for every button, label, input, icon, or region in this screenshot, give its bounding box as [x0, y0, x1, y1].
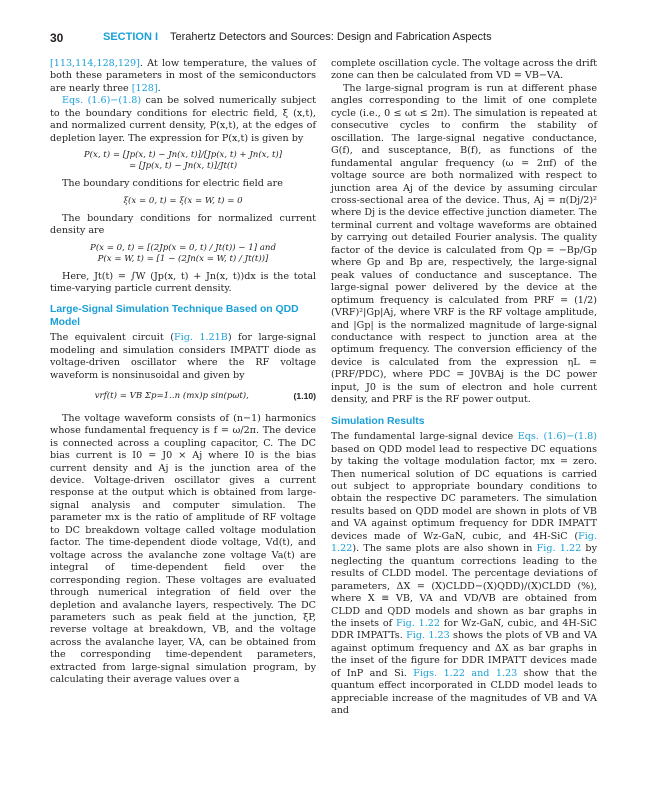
equation-link[interactable]: Eqs. (1.6)−(1.8): [62, 95, 142, 107]
chapter-title: Terahertz Detectors and Sources: Design and Fabrication Aspects: [170, 31, 492, 43]
section-label: SECTION I: [103, 31, 159, 43]
paragraph: Here, Jt(t) = ∫W (Jp(x, t) + Jn(x, t))dx is the total time-varying particle current density.: [50, 270, 316, 294]
citation-link[interactable]: [128]: [131, 82, 158, 94]
equation-number: (1.10): [293, 391, 316, 402]
equation-rf-voltage: vrf(t) = VB Σp=1..n (mx)p sin(pωt), (1.10): [94, 391, 316, 402]
paragraph: The boundary conditions for electric field are: [62, 178, 283, 190]
running-header: [0, 28, 648, 48]
section-heading: Large-Signal Simulation Technique Based on QDD Model: [50, 304, 299, 328]
paragraph: [113,114,128,129]. At low temperature, the values of both these parameters in most of the semiconductors are nearly three [128].: [50, 58, 316, 94]
figure-link[interactable]: Fig. 1.21B: [173, 332, 228, 344]
equation-current-boundary: P(x = 0, t) = [(2Jp(x = 0, t) / Jt(t)) − 1] and P(x = W, t) = [1 − (2Jn(x = W, t) / Jt(t))]: [90, 242, 276, 264]
equation-field-boundary: ξ(x = 0, t) = ξ(x = W, t) = 0: [123, 195, 243, 206]
section-heading: Simulation Results: [331, 415, 425, 427]
page-number: 30: [50, 31, 64, 45]
right-column: [331, 58, 597, 718]
citation-link[interactable]: [113,114,128,129]: [50, 58, 140, 69]
paragraph: The equivalent circuit (Fig. 1.21B) for large-signal modeling and simulation considers IMPATT diode as voltage-driven oscillator where the RF voltage waveform is nonsinusoidal and given by: [50, 332, 316, 381]
paragraph: The fundamental large-signal device Eqs. (1.6)−(1.8) based on QDD model lead to respective DC equations by taking the voltage modulation factor, mx = zero. Then numerical solution of DC equations is carried out subject to appropriate boundary conditions to obtain the respective DC parameters. The simulation results based on QDD model are shown in plots of VB and VA against optimum frequency for DDR IMPATT devices made of Wz-GaN, cubic, and 4H-SiC (Fig. 1.22). The same plots are also shown in Fig. 1.22 by neglecting the quantum corrections leading to the results of CLDD model. The percentage deviations of parameters, ΔX = (X)CLDD−(X)QDD)/(X)CLDD (%), where X ≡ VB, VA and VD/VB are obtained from CLDD and QDD models and shown as bar graphs in the insets of Fig. 1.22 for Wz-GaN, cubic, and 4H-SiC DDR IMPATTs. Fig. 1.23 shows the plots of VB and VA against optimum frequency and ΔX as bar graphs in the inset of the figure for DDR IMPATT devices made of InP and Si. Figs. 1.22 and 1.23 show that the quantum effect incorporated in CLDD model leads to appreciable increase of the magnitudes of VB and VA and: [331, 431, 597, 717]
paragraph: The voltage waveform consists of (n−1) harmonics whose fundamental frequency is f = ω/2π. The device is connected across a coupling capacitor, C. The DC bias current is I0 = J0 × Aj where I0 is the bias current density and Aj is the junction area of the device. Voltage-driven oscillator gives a current response at the output which is obtained from large-signal analysis and computer simulation. The parameter mx is the ratio of amplitude of RF voltage to DC breakdown voltage called voltage modulation factor. The time-dependent diode voltage, Vd(t), and voltage across the avalanche zone voltage Va(t) are integral of time-dependent field over the corresponding region. These voltages are evaluated through numerical integration of field over the depletion and avalanche layers, respectively. The DC parameters such as peak field at the junction, ξP, reverse voltage at breakdown, VB, and the voltage across the avalanche layer, VA, can be obtained from the corresponding time-dependent parameters, extracted from large-signal simulation program, by calculating their average values over a: [50, 412, 316, 686]
left-column: [50, 58, 316, 687]
equation-normalized-current: P(x, t) = [Jp(x, t) − Jn(x, t)]/[Jp(x, t) + Jn(x, t)] = [Jp(x, t) − Jn(x, t)]/Jt(t): [83, 150, 283, 172]
paragraph: complete oscillation cycle. The voltage across the drift zone can then be calculated from VD = VB−VA.: [331, 58, 597, 82]
equation-link[interactable]: Eqs. (1.6)−(1.8): [517, 431, 597, 443]
paragraph: The large-signal program is run at different phase angles corresponding to the limit of one complete cycle (i.e., 0 ≤ ωt ≤ 2π). The simulation is repeated at consecutive cycles to confirm the stability of oscillation. The large-signal negative conductance, G(f), and susceptance, B(f), as functions of the fundamental angular frequency (ω = 2πf) of the voltage source are both normalized with respect to junction area Aj of the device by assuming circular cross-sectional area of the device. Thus, Aj = π(Dj/2)² where Dj is the device effective junction diameter. The terminal current and voltage waveforms are obtained by carrying out detailed Fourier analysis. The quality factor of the device is calculated from Qp = −Bp/Gp where Gp and Bp are, respectively, the large-signal peak values of conductance and susceptance. The large-signal power delivered by the device at the optimum frequency is calculated from PRF = (1/2)(VRF)²|Gp|Aj, where VRF is the RF voltage amplitude, and |Gp| is the normalized magnitude of large-signal conductance with respect to junction area at the optimum frequency. The conversion efficiency of the device is calculated from the expression ηL = (PRF/PDC), where PDC = J0VBAj is the DC power input, J0 is the sum of electron and hole current density, and PRF is the RF power output.: [331, 82, 597, 406]
figure-link[interactable]: Figs. 1.22 and 1.23: [413, 667, 518, 679]
figure-link[interactable]: Fig. 1.22: [331, 530, 597, 555]
paragraph: Eqs. (1.6)−(1.8) can be solved numerically subject to the boundary conditions for electric field, ξ (x,t), and normalized current density, P(x,t), at the edges of depletion layer. The expression for P(x,t) is given by: [50, 95, 316, 144]
figure-link[interactable]: Fig. 1.22: [536, 543, 582, 555]
paragraph: The boundary conditions for normalized current density are: [50, 212, 316, 237]
figure-link[interactable]: Fig. 1.22: [395, 617, 440, 629]
figure-link[interactable]: Fig. 1.23: [406, 630, 450, 642]
